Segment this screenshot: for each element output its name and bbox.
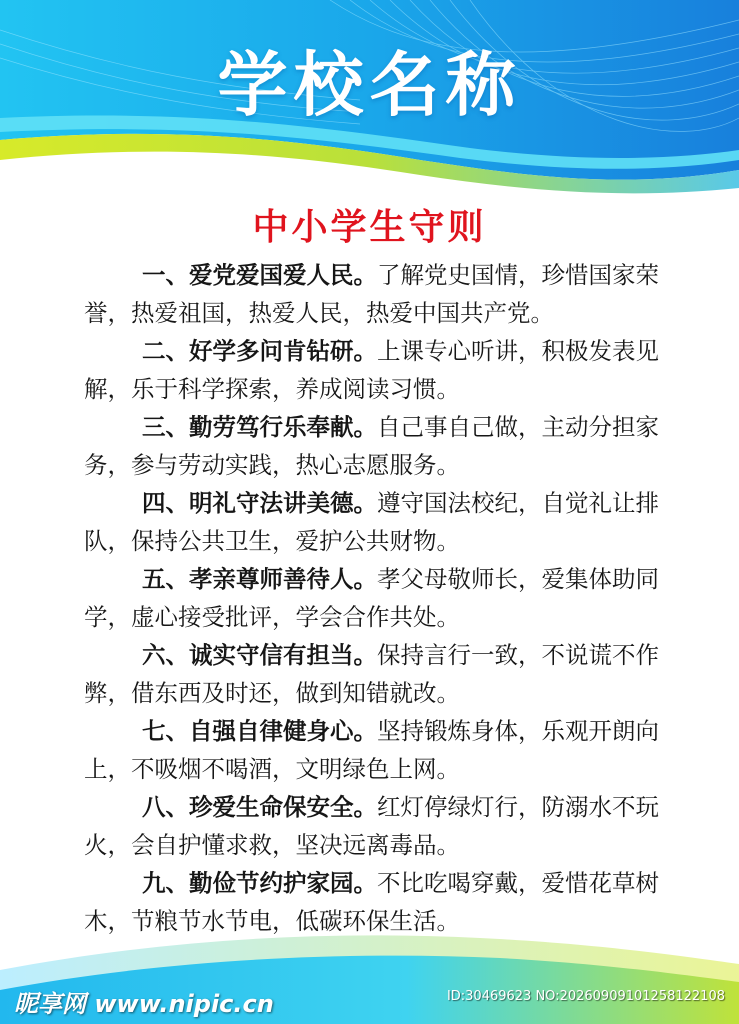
rule-heading: 八、珍爱生命保安全。 xyxy=(142,793,377,821)
watermark-logo: 昵享网 www.nipic.cn xyxy=(14,990,274,1018)
rule-item xyxy=(84,636,664,712)
rule-text: 上课专心听讲，积极发表见解，乐于科学探索，养成阅读习惯。 xyxy=(84,337,659,403)
rule-text: 了解党史国情，珍惜国家荣誉，热爱祖国，热爱人民，热爱中国共产党。 xyxy=(84,261,659,327)
rule-item xyxy=(84,560,664,636)
rule-text: 孝父母敬师长，爱集体助同学，虚心接受批评，学会合作共处。 xyxy=(84,565,659,631)
rule-heading: 一、爱党爱国爱人民。 xyxy=(142,261,377,289)
rule-heading: 九、勤俭节约护家园。 xyxy=(142,869,377,897)
rule-heading: 六、诚实守信有担当。 xyxy=(142,641,377,669)
rule-text: 坚持锻炼身体，乐观开朗向上，不吸烟不喝酒，文明绿色上网。 xyxy=(84,717,659,783)
rules-list xyxy=(84,256,664,940)
rule-item xyxy=(84,256,664,332)
rule-item xyxy=(84,864,664,940)
rule-text: 自己事自己做，主动分担家务，参与劳动实践，热心志愿服务。 xyxy=(84,413,659,479)
rule-item xyxy=(84,408,664,484)
rule-item xyxy=(84,484,664,560)
rule-text: 保持言行一致，不说谎不作弊，借东西及时还，做到知错就改。 xyxy=(84,641,659,707)
rule-item xyxy=(84,788,664,864)
rule-item xyxy=(84,712,664,788)
rule-heading: 四、明礼守法讲美德。 xyxy=(142,489,377,517)
watermark-id: ID:30469623 NO:20260909101258122108 xyxy=(446,989,725,1004)
rule-heading: 三、勤劳笃行乐奉献。 xyxy=(142,413,377,441)
rules-title: 中小学生守则 xyxy=(252,207,487,248)
rule-text: 不比吃喝穿戴，爱惜花草树木，节粮节水节电，低碳环保生活。 xyxy=(84,869,659,935)
rule-heading: 七、自强自律健身心。 xyxy=(142,717,377,745)
rule-item xyxy=(84,332,664,408)
rule-text: 遵守国法校纪，自觉礼让排队，保持公共卫生，爱护公共财物。 xyxy=(84,489,659,555)
rule-heading: 二、好学多问肯钻研。 xyxy=(142,337,377,365)
rule-heading: 五、孝亲尊师善待人。 xyxy=(142,565,377,593)
rule-text: 红灯停绿灯行，防溺水不玩火，会自护懂求救，坚决远离毒品。 xyxy=(84,793,659,859)
school-name-title: 学校名称 xyxy=(217,44,522,126)
